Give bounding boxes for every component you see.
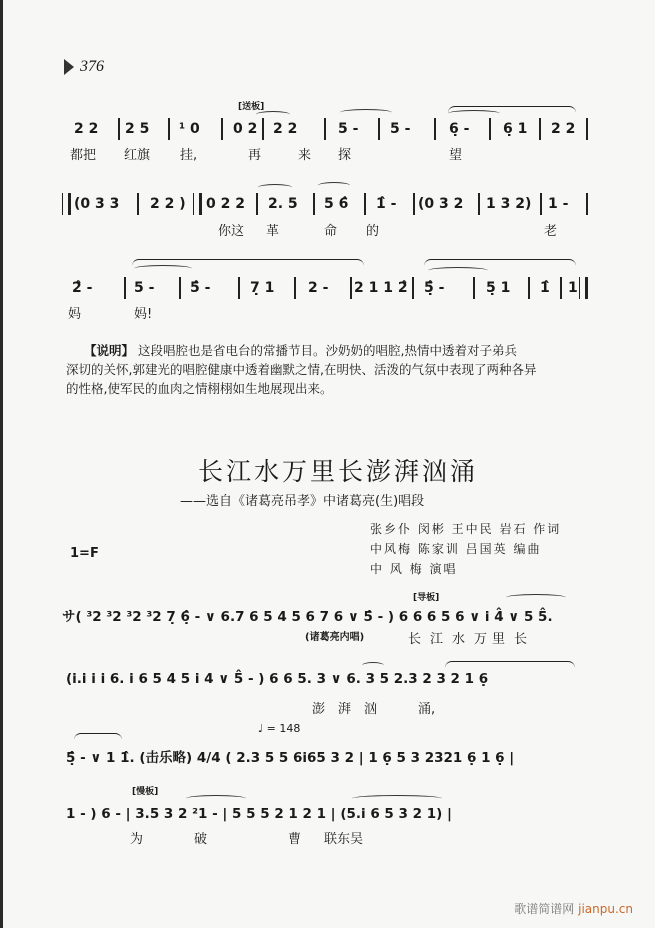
final-barline	[579, 277, 588, 299]
measure: 5 6̂	[324, 196, 349, 212]
song-title: 长江水万里长澎湃汹涌	[198, 459, 479, 486]
lyric: 妈	[68, 307, 82, 322]
tempo-tag-daoban: [导板]	[413, 593, 440, 603]
measure: 2 5	[125, 121, 150, 137]
barline	[364, 193, 366, 215]
barline	[434, 118, 436, 140]
lyric: 曹	[288, 832, 302, 847]
lyric: 望	[449, 148, 463, 163]
barline	[221, 118, 223, 140]
barline	[313, 193, 315, 215]
barline	[478, 193, 480, 215]
slur	[318, 182, 350, 189]
score-line-3	[66, 280, 615, 300]
measure: 1 3 2)	[486, 196, 532, 212]
lyric: 再	[248, 148, 262, 163]
lyric: 长	[514, 632, 528, 647]
barline	[586, 193, 588, 215]
measure: 0 2	[233, 121, 258, 137]
slur	[340, 109, 392, 116]
phrase-mark	[424, 259, 576, 266]
measure: (0 3 3	[74, 196, 120, 212]
slur	[448, 110, 500, 117]
slur	[186, 795, 246, 802]
repeat-start	[62, 193, 71, 215]
barline	[324, 118, 326, 140]
explanation	[66, 341, 586, 398]
score-song-line-4: 1 - ) 6 - | 3.5 3 2 ²1 - | 5 5 5 2 1 2 1 | (5.i 6 5 3 2 1) |	[66, 806, 452, 822]
phrase-mark	[74, 733, 122, 740]
page-arrow-icon	[64, 59, 74, 75]
measure: 5̂ -	[190, 280, 211, 296]
slur	[256, 111, 290, 118]
score-line-2	[66, 196, 615, 216]
lyric: 澎	[312, 702, 326, 717]
phrase-mark	[445, 661, 575, 668]
watermark	[514, 900, 633, 917]
measure: 5̣ 1	[486, 280, 511, 296]
barline	[256, 193, 258, 215]
tempo-tag-songban: [送板]	[238, 102, 265, 112]
slur	[134, 265, 192, 272]
barline	[238, 277, 240, 299]
lyric: 江	[430, 632, 444, 647]
barline	[137, 193, 139, 215]
explanation-line: 这段唱腔也是省电台的常播节目。沙奶奶的唱腔,热情中透着对子弟兵	[138, 343, 517, 358]
lyric: 的	[366, 224, 380, 239]
score-song-line-1: サ( ³2 ³2 ³2 ³2 7̣ 6̣̂ - ∨ 6.7 6 5 4 5 6 7 6 ∨ 5̂ - ) 6 6 6 5 6 ∨ i 4̂ ∨ 5 5̂.	[62, 609, 553, 625]
measure: 2̂ -	[72, 280, 93, 296]
credits-arrangement: 中风梅 陈家训 吕国英 编曲	[370, 542, 542, 556]
measure: 2 2	[551, 121, 576, 137]
measure: 2. 5	[268, 196, 298, 212]
lyric: 都把	[70, 148, 97, 163]
page-edge	[0, 0, 3, 928]
score-song-line-2: (i.i i i 6. i 6 5 4 5 i 4 ∨ 5̂ - ) 6 6 5. 3 ∨ 6. 3 5 2.3 2 3 2 1 6̣	[66, 671, 489, 687]
measure: 6̣ -	[449, 121, 470, 137]
lyric: 长	[408, 632, 422, 647]
measure: 2 1 1 2̂	[354, 280, 408, 296]
lyric: 联东吴	[324, 832, 364, 847]
measure: 1̂ -	[376, 196, 397, 212]
barline	[413, 193, 415, 215]
lyric: 革	[266, 224, 280, 239]
slur	[428, 267, 488, 274]
measure: 5 -	[390, 121, 411, 137]
measure: 2 2	[74, 121, 99, 137]
slur	[258, 184, 292, 191]
explanation-line: 深切的关怀,郭建光的唱腔健康中透着幽默之情,在明快、活泼的气氛中表现了两种各异	[66, 362, 537, 377]
measure: 5̣̂ -	[424, 280, 445, 296]
barline	[262, 118, 264, 140]
key-signature: 1=F	[70, 546, 99, 561]
lyric: 里	[492, 632, 506, 647]
barline	[560, 277, 562, 299]
measure: 2 2	[273, 121, 298, 137]
aside-note: (诸葛亮内唱)	[305, 632, 365, 643]
measure: 0 2 2	[206, 196, 245, 212]
tempo-tag-manban: [慢板]	[132, 787, 159, 797]
barline	[179, 277, 181, 299]
lyric: 万	[474, 632, 488, 647]
barline	[294, 277, 296, 299]
lyric: 破	[194, 832, 208, 847]
explanation-line: 的性格,使军民的血肉之情栩栩如生地展现出来。	[66, 381, 333, 396]
slur	[352, 795, 442, 802]
song-subtitle: ——选自《诸葛亮吊孝》中诸葛亮(生)唱段	[180, 494, 425, 509]
slur	[506, 594, 566, 601]
measure: 1̂	[540, 280, 550, 296]
barline	[586, 118, 588, 140]
lyric: 妈!	[134, 307, 153, 322]
measure: 2 -	[308, 280, 329, 296]
barline	[124, 277, 126, 299]
measure: 5 -	[338, 121, 359, 137]
lyric: 为	[130, 832, 144, 847]
explanation-label: 【说明】	[84, 343, 135, 358]
lyric: 命	[324, 224, 338, 239]
credits-lyrics: 张乡仆 闵彬 王中民 岩石 作词	[370, 522, 562, 536]
lyric: 老	[544, 224, 558, 239]
barline	[540, 193, 542, 215]
barline	[489, 118, 491, 140]
slur	[362, 662, 384, 669]
lyric: 水	[452, 632, 466, 647]
lyric: 汹	[364, 702, 378, 717]
watermark-site: jianpu.cn	[578, 902, 633, 916]
barline	[473, 277, 475, 299]
measure: 6̣ 1	[503, 121, 528, 137]
measure: 1 -	[548, 196, 569, 212]
barline	[168, 118, 170, 140]
barline	[539, 118, 541, 140]
repeat-end	[193, 193, 202, 215]
score-line-1	[66, 121, 615, 141]
measure: ¹ 0	[179, 121, 200, 137]
measure: 2 2 )	[150, 196, 186, 212]
barline	[528, 277, 530, 299]
measure: 5 -	[134, 280, 155, 296]
page-number-text: 376	[80, 58, 104, 75]
measure: 1	[568, 280, 578, 296]
barline	[118, 118, 120, 140]
lyric: 你这	[218, 224, 245, 239]
lyric: 来	[298, 148, 312, 163]
tempo-marking: ♩ = 148	[258, 722, 301, 735]
lyric: 红旗	[124, 148, 151, 163]
barline	[378, 118, 380, 140]
page-number	[64, 58, 104, 76]
measure: 7̣ 1	[250, 280, 275, 296]
barline	[350, 277, 352, 299]
credits-performer: 中 风 梅 演唱	[370, 562, 458, 576]
lyric: 湃	[338, 702, 352, 717]
measure: (0 3 2	[418, 196, 464, 212]
score-song-line-3: 5̣̂ - ∨ 1 1̂. (击乐略) 4/4 ( 2.3 5 5 6i65 3 2 | 1 6̣ 5 3 2321 6̣ 1 6̣ |	[66, 750, 515, 766]
watermark-cn: 歌谱简谱网	[514, 902, 575, 916]
lyric: 涌,	[418, 702, 436, 717]
lyric: 探	[338, 148, 352, 163]
lyric: 挂,	[180, 148, 198, 163]
barline	[412, 277, 414, 299]
